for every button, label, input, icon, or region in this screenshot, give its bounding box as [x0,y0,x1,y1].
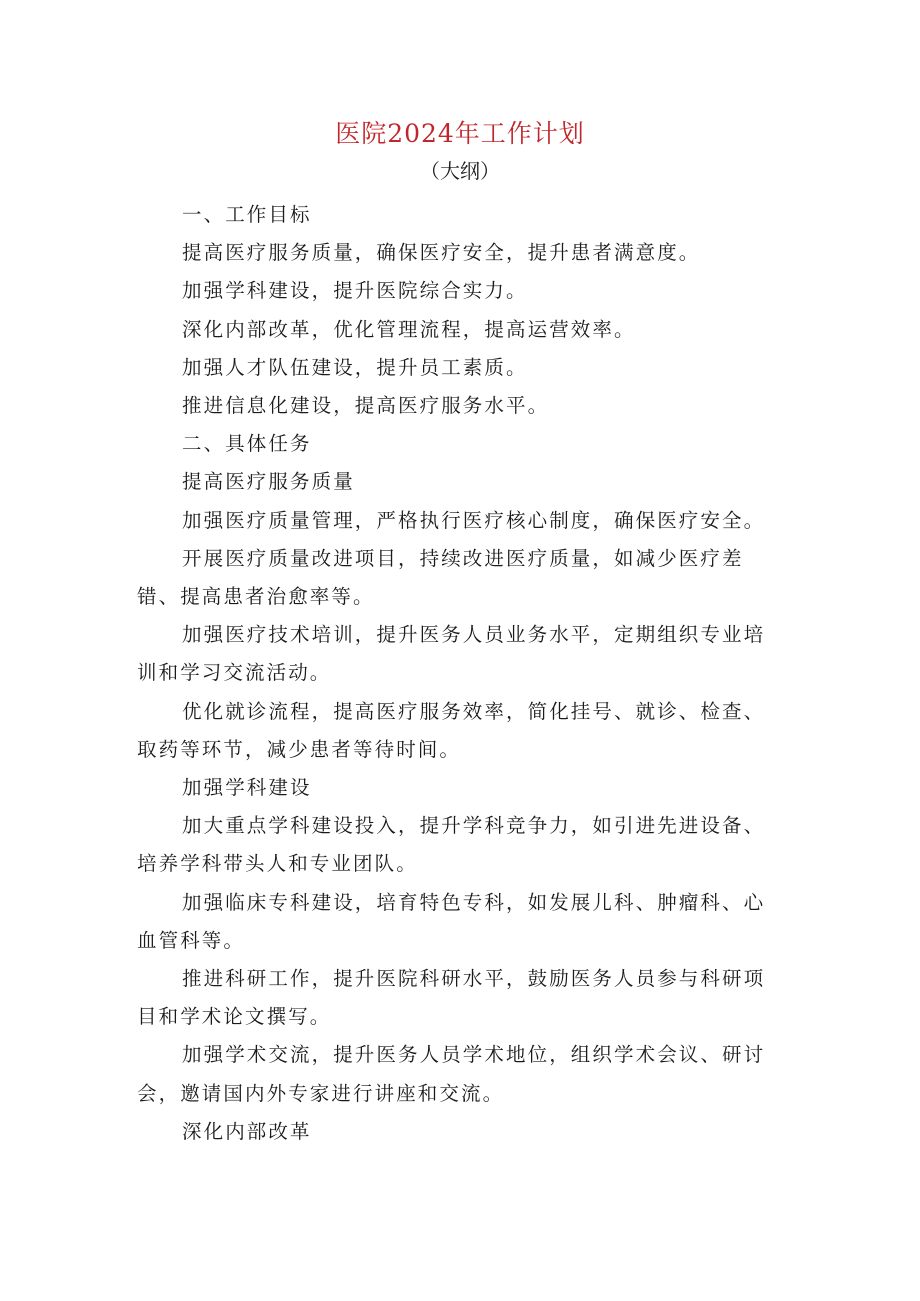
paragraph: 加强医疗技术培训，提升医务人员业务水平，定期组织专业培训和学习交流活动。 [137,623,766,685]
paragraph: 加强临床专科建设，培育特色专科，如发展儿科、肿瘤科、心血管科等。 [137,890,766,952]
document-subtitle: （大纲） [420,159,500,183]
paragraph: 加大重点学科建设投入，提升学科竞争力，如引进先进设备、培养学科带头人和专业团队。 [137,814,766,876]
document-title: 医院2024年工作计划 [335,119,585,148]
paragraph: 加强人才队伍建设，提升员工素质。 [182,355,528,379]
subsection-heading: 提高医疗服务质量 [182,470,355,494]
subsection-heading: 加强学科建设 [182,776,312,800]
paragraph: 加强学科建设，提升医院综合实力。 [182,279,528,303]
section-heading-tasks: 二、具体任务 [182,432,312,456]
paragraph: 加强学术交流，提升医务人员学术地位，组织学术会议、研讨会，邀请国内外专家进行讲座和交流。 [137,1043,766,1105]
section-heading-goals: 一、工作目标 [182,203,312,226]
paragraph: 提高医疗服务质量，确保医疗安全，提升患者满意度。 [182,241,701,265]
document-body [137,196,777,1151]
paragraph: 开展医疗质量改进项目，持续改进医疗质量，如减少医疗差错、提高患者治愈率等。 [137,546,744,609]
paragraph: 推进科研工作，提升医院科研水平，鼓励医务人员参与科研项目和学术论文撰写。 [137,967,766,1029]
paragraph: 优化就诊流程，提高医疗服务效率，简化挂号、就诊、检查、取药等环节，减少患者等待时间。 [137,699,766,761]
paragraph: 加强医疗质量管理，严格执行医疗核心制度，确保医疗安全。 [182,508,766,532]
paragraph: 推进信息化建设，提高医疗服务水平。 [182,394,550,418]
subsection-heading: 深化内部改革 [182,1119,312,1143]
paragraph: 深化内部改革，优化管理流程，提高运营效率。 [182,317,636,341]
